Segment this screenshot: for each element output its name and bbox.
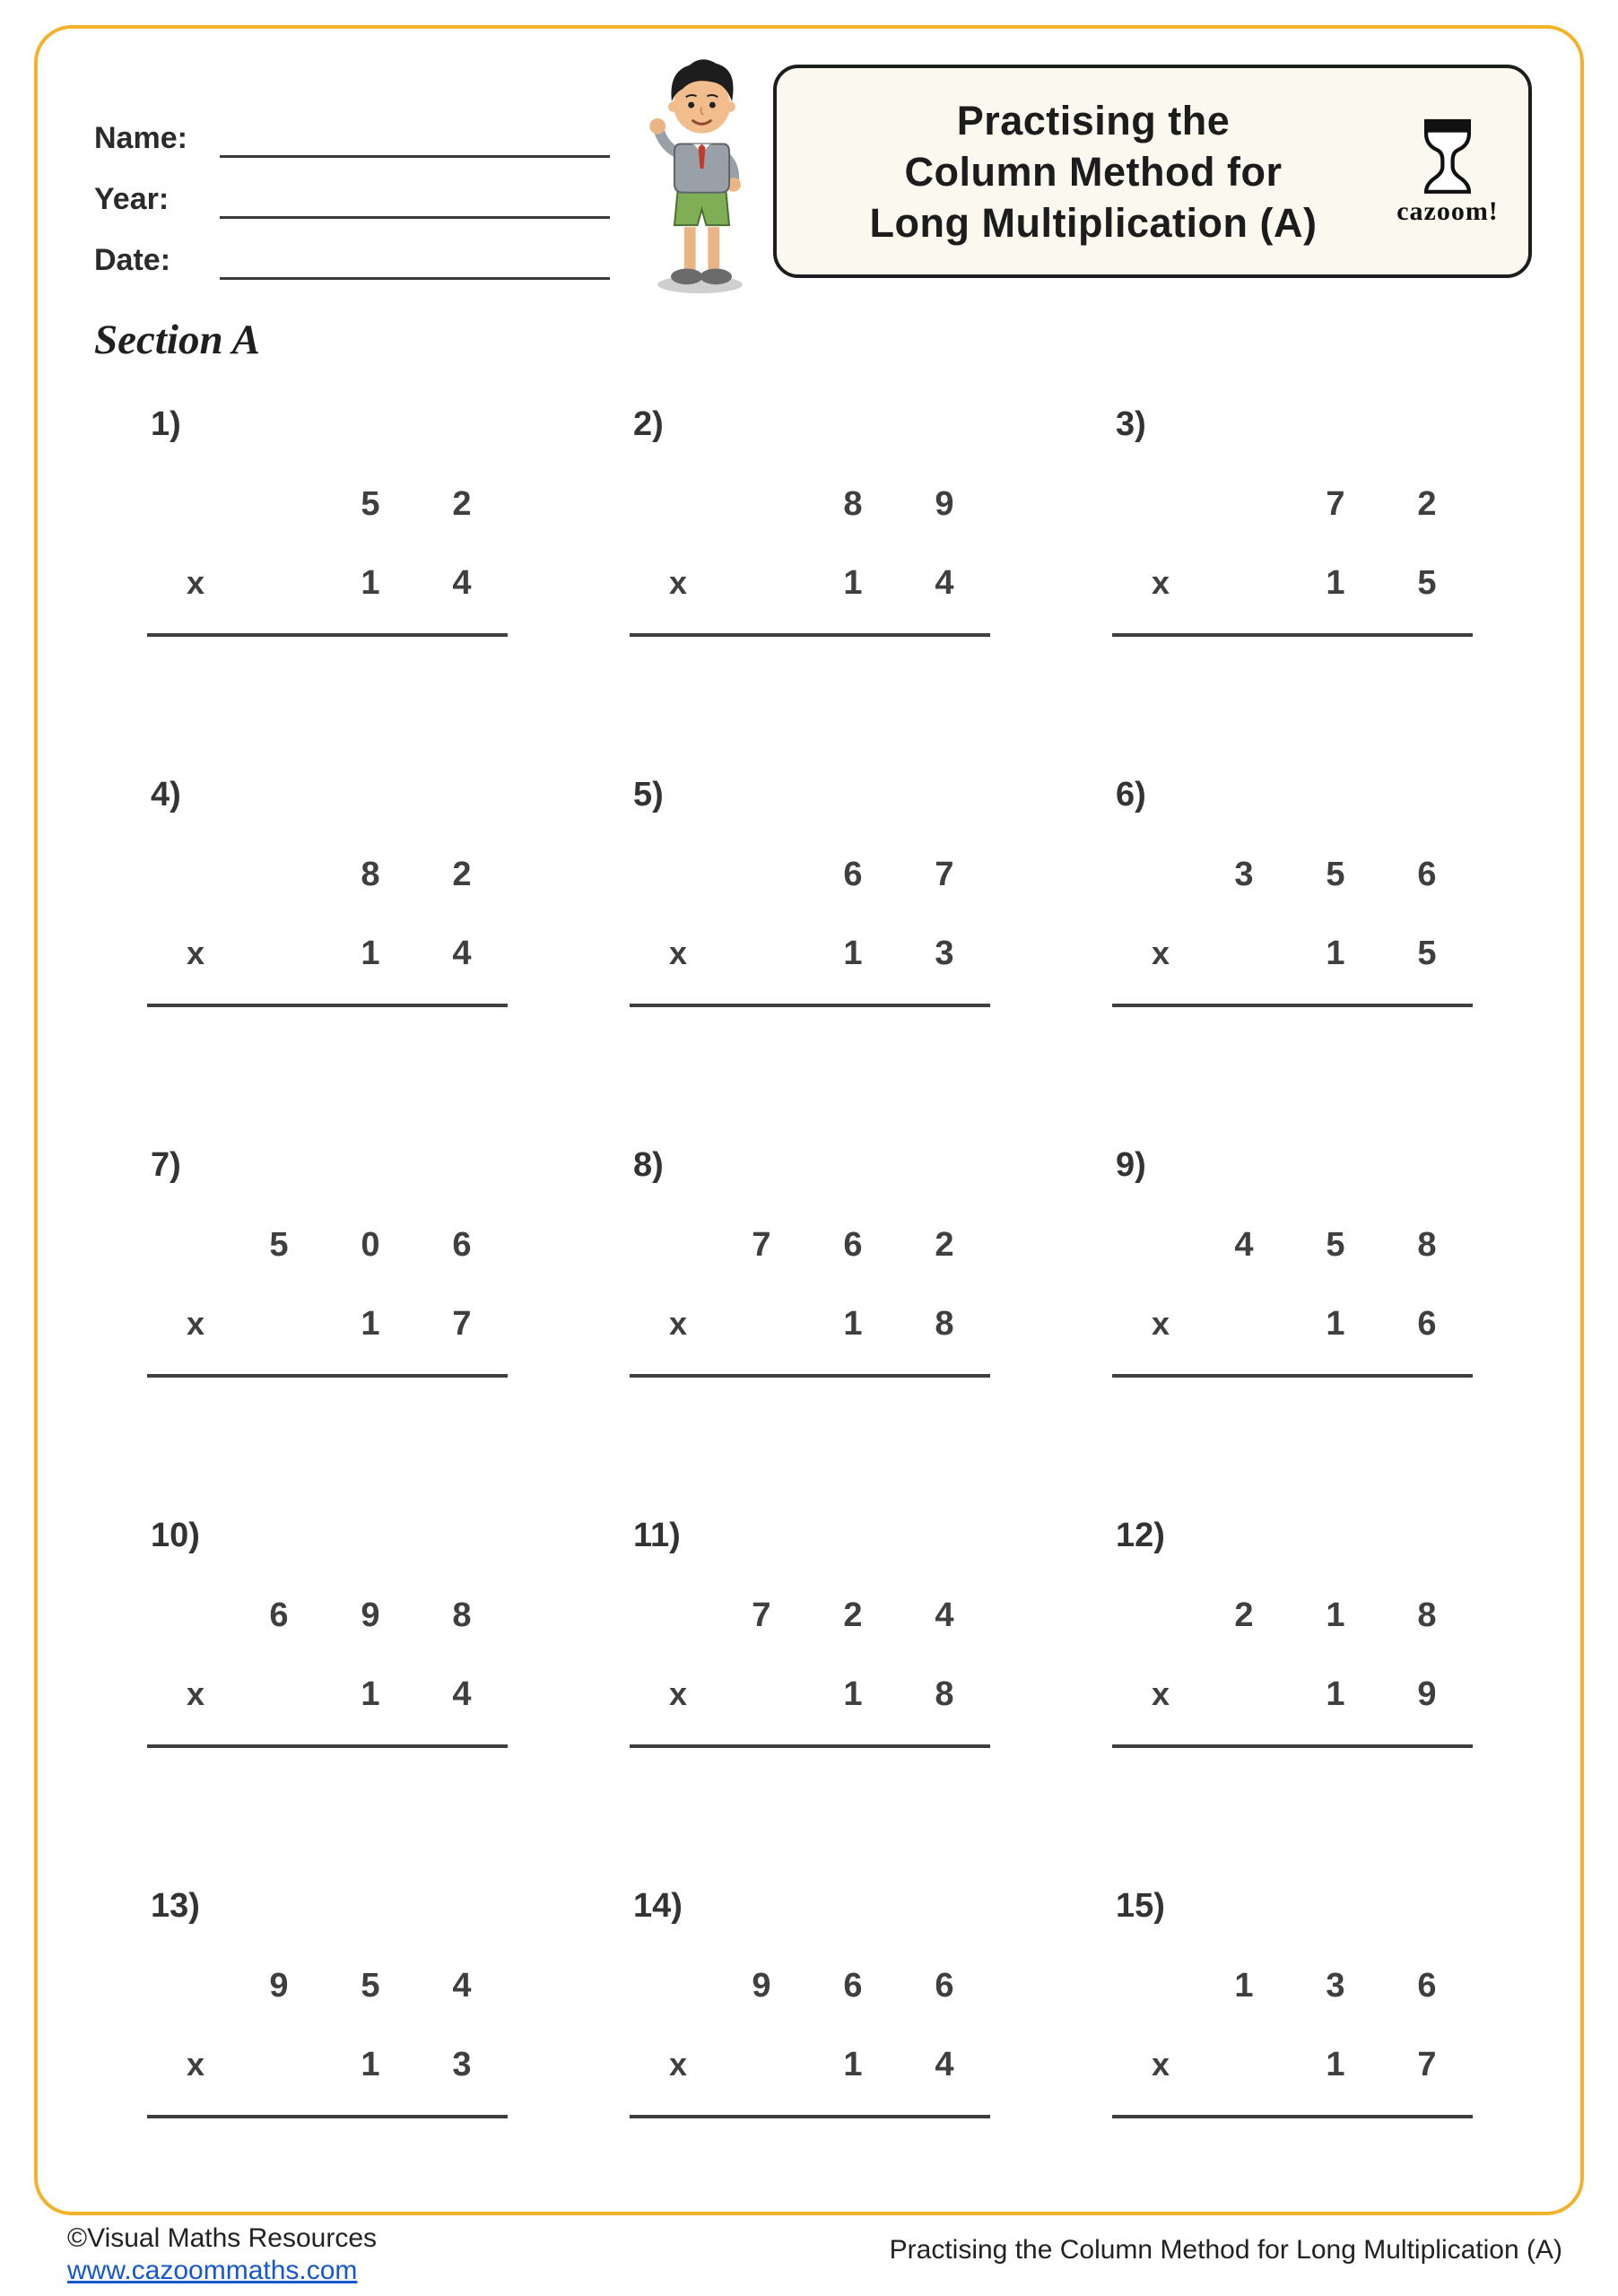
digit: 5 xyxy=(269,1225,289,1264)
problem xyxy=(630,776,990,1146)
digit: 7 xyxy=(1326,484,1345,523)
answer-line xyxy=(1112,2115,1473,2118)
digit: 9 xyxy=(361,1596,380,1634)
multiply-sign: x xyxy=(1152,1305,1170,1342)
digit: 4 xyxy=(1234,1225,1254,1264)
digit: 4 xyxy=(452,934,472,972)
digit: 7 xyxy=(1417,2045,1437,2083)
multiply-sign: x xyxy=(1152,564,1170,601)
multiply-sign: x xyxy=(187,1305,205,1342)
answer-line xyxy=(630,633,990,637)
multiplier-row xyxy=(1112,1655,1473,1734)
digit: 1 xyxy=(361,934,380,972)
multiplier-row xyxy=(630,544,990,622)
multiplicand-row xyxy=(630,1946,990,2025)
digit: 9 xyxy=(935,484,954,523)
answer-line xyxy=(1112,1374,1473,1378)
problem xyxy=(630,405,990,776)
multiplicand-row xyxy=(147,465,508,544)
digit: 3 xyxy=(1326,1966,1345,2005)
problem xyxy=(1112,1887,1473,2257)
digit: 3 xyxy=(1234,855,1254,893)
digit: 1 xyxy=(843,563,863,602)
problem-number: 4) xyxy=(151,776,181,813)
footer-website-link[interactable]: www.cazoommaths.com xyxy=(67,2256,358,2285)
multiply-sign: x xyxy=(187,2046,205,2083)
multiply-sign: x xyxy=(1152,1675,1170,1712)
digit: 1 xyxy=(1326,2045,1345,2083)
multiplier-row xyxy=(147,914,508,993)
multiply-sign: x xyxy=(1152,935,1170,971)
multiplicand-row xyxy=(630,835,990,914)
header-fields xyxy=(94,97,610,280)
title-line-2: Column Method for xyxy=(904,148,1283,195)
digit: 6 xyxy=(269,1596,289,1634)
digit: 7 xyxy=(752,1225,771,1264)
digit: 6 xyxy=(843,1966,863,2005)
multiply-sign: x xyxy=(187,564,205,601)
problem-number: 13) xyxy=(151,1887,200,1925)
digit: 7 xyxy=(452,1304,472,1343)
digit: 8 xyxy=(1417,1596,1437,1634)
answer-line xyxy=(630,1744,990,1748)
digit: 0 xyxy=(361,1225,380,1264)
answer-line xyxy=(1112,1744,1473,1748)
answer-line xyxy=(147,2115,508,2118)
digit: 5 xyxy=(1417,563,1437,602)
digit: 8 xyxy=(935,1674,954,1713)
digit: 1 xyxy=(1326,1596,1345,1634)
multiply-sign: x xyxy=(669,2046,688,2083)
digit: 5 xyxy=(361,1966,380,2005)
answer-line xyxy=(630,2115,990,2118)
answer-line xyxy=(630,1004,990,1007)
digit: 2 xyxy=(452,855,472,893)
answer-line xyxy=(147,1374,508,1378)
problem-number: 3) xyxy=(1116,405,1146,443)
problem-number: 15) xyxy=(1116,1887,1165,1925)
digit: 8 xyxy=(361,855,380,893)
digit: 4 xyxy=(452,1674,472,1713)
multiply-sign: x xyxy=(1152,2046,1170,2083)
multiplicand-row xyxy=(1112,1946,1473,2025)
multiplier-row xyxy=(147,2025,508,2104)
answer-line xyxy=(147,633,508,637)
problem-number: 7) xyxy=(151,1146,181,1184)
digit: 3 xyxy=(935,934,954,972)
digit: 4 xyxy=(452,563,472,602)
digit: 1 xyxy=(361,563,380,602)
problem xyxy=(1112,1517,1473,1887)
digit: 2 xyxy=(452,484,472,523)
date-field-row xyxy=(94,219,610,280)
problem-number: 2) xyxy=(633,405,664,443)
digit: 9 xyxy=(752,1966,771,2005)
digit: 1 xyxy=(1234,1966,1254,2005)
multiplier-row xyxy=(1112,2025,1473,2104)
section-a-heading: Section A xyxy=(94,317,260,363)
digit: 5 xyxy=(361,484,380,523)
multiplier-row xyxy=(630,1284,990,1363)
digit: 1 xyxy=(1326,1304,1345,1343)
problems-grid xyxy=(147,405,1473,2257)
name-label: Name: xyxy=(94,121,187,155)
multiplicand-row xyxy=(1112,465,1473,544)
multiply-sign: x xyxy=(669,935,688,971)
title-line-1: Practising the xyxy=(956,97,1231,144)
problem xyxy=(630,1517,990,1887)
digit: 1 xyxy=(843,934,863,972)
multiplicand-row xyxy=(630,1576,990,1655)
digit: 6 xyxy=(1417,855,1437,893)
problem-number: 14) xyxy=(633,1887,683,1925)
digit: 6 xyxy=(843,1225,863,1264)
multiplicand-row xyxy=(1112,1576,1473,1655)
digit: 6 xyxy=(843,855,863,893)
worksheet-title xyxy=(802,95,1385,248)
digit: 1 xyxy=(1326,563,1345,602)
answer-line xyxy=(1112,1004,1473,1007)
problem-number: 5) xyxy=(633,776,664,813)
boy-cartoon xyxy=(628,50,776,298)
multiplicand-row xyxy=(1112,835,1473,914)
footer-copyright: ©Visual Maths Resources xyxy=(67,2223,378,2253)
digit: 1 xyxy=(361,1674,380,1713)
multiplier-row xyxy=(147,544,508,622)
digit: 2 xyxy=(1417,484,1437,523)
footer-left xyxy=(67,2222,377,2287)
title-box xyxy=(773,65,1532,278)
digit: 2 xyxy=(935,1225,954,1264)
problem-number: 12) xyxy=(1116,1517,1165,1554)
digit: 8 xyxy=(452,1596,472,1634)
problem-number: 1) xyxy=(151,405,181,443)
multiplier-row xyxy=(147,1655,508,1734)
digit: 1 xyxy=(1326,1674,1345,1713)
multiplier-row xyxy=(630,914,990,993)
digit: 1 xyxy=(1326,934,1345,972)
digit: 3 xyxy=(452,2045,472,2083)
cazoom-logo xyxy=(1385,116,1510,227)
problem xyxy=(630,1887,990,2257)
multiplicand-row xyxy=(630,1205,990,1284)
multiplicand-row xyxy=(147,1205,508,1284)
problem xyxy=(1112,405,1473,776)
name-blank-line xyxy=(220,118,610,158)
problem-number: 6) xyxy=(1116,776,1146,813)
digit: 4 xyxy=(452,1966,472,2005)
date-blank-line xyxy=(220,240,610,280)
digit: 8 xyxy=(843,484,863,523)
problem xyxy=(1112,1146,1473,1517)
year-label: Year: xyxy=(94,182,170,216)
digit: 4 xyxy=(935,563,954,602)
problem-number: 11) xyxy=(633,1517,681,1554)
multiply-sign: x xyxy=(187,935,205,971)
problem xyxy=(147,1517,508,1887)
digit: 8 xyxy=(1417,1225,1437,1264)
problem xyxy=(1112,776,1473,1146)
multiplier-row xyxy=(1112,544,1473,622)
digit: 6 xyxy=(935,1966,954,2005)
multiplicand-row xyxy=(147,835,508,914)
name-field-row xyxy=(94,97,610,158)
problem-number: 9) xyxy=(1116,1146,1146,1184)
digit: 5 xyxy=(1326,855,1345,893)
digit: 5 xyxy=(1417,934,1437,972)
digit: 1 xyxy=(361,1304,380,1343)
footer-document-title: Practising the Column Method for Long Multiplication (A) xyxy=(889,2235,1562,2265)
problem-number: 10) xyxy=(151,1517,200,1554)
multiplier-row xyxy=(1112,914,1473,993)
digit: 2 xyxy=(1234,1596,1254,1634)
answer-line xyxy=(147,1744,508,1748)
digit: 8 xyxy=(935,1304,954,1343)
problem xyxy=(147,405,508,776)
multiplicand-row xyxy=(147,1576,508,1655)
multiplicand-row xyxy=(147,1946,508,2025)
digit: 4 xyxy=(935,1596,954,1634)
digit: 4 xyxy=(935,2045,954,2083)
digit: 1 xyxy=(843,2045,863,2083)
problem xyxy=(147,776,508,1146)
answer-line xyxy=(147,1004,508,1007)
digit: 9 xyxy=(269,1966,289,2005)
cazoom-logo-text: cazoom! xyxy=(1396,196,1499,226)
year-field-row xyxy=(94,158,610,219)
digit: 6 xyxy=(1417,1966,1437,2005)
digit: 7 xyxy=(935,855,954,893)
title-line-3: Long Multiplication (A) xyxy=(869,199,1318,246)
date-label: Date: xyxy=(94,243,171,277)
digit: 9 xyxy=(1417,1674,1437,1713)
problem xyxy=(630,1146,990,1517)
digit: 5 xyxy=(1326,1225,1345,1264)
multiply-sign: x xyxy=(669,1305,688,1342)
digit: 2 xyxy=(843,1596,863,1634)
multiply-sign: x xyxy=(669,1675,688,1712)
problem xyxy=(147,1887,508,2257)
digit: 1 xyxy=(843,1304,863,1343)
multiply-sign: x xyxy=(187,1675,205,1712)
multiplicand-row xyxy=(1112,1205,1473,1284)
multiplier-row xyxy=(630,1655,990,1734)
problem xyxy=(147,1146,508,1517)
multiplier-row xyxy=(630,2025,990,2104)
digit: 6 xyxy=(452,1225,472,1264)
digit: 6 xyxy=(1417,1304,1437,1343)
digit: 7 xyxy=(752,1596,771,1634)
digit: 1 xyxy=(361,2045,380,2083)
answer-line xyxy=(1112,633,1473,637)
digit: 1 xyxy=(843,1674,863,1713)
multiply-sign: x xyxy=(669,564,688,601)
answer-line xyxy=(630,1374,990,1378)
multiplier-row xyxy=(147,1284,508,1363)
drum-icon xyxy=(1414,116,1482,195)
problem-number: 8) xyxy=(633,1146,664,1184)
multiplier-row xyxy=(1112,1284,1473,1363)
multiplicand-row xyxy=(630,465,990,544)
year-blank-line xyxy=(220,179,610,219)
